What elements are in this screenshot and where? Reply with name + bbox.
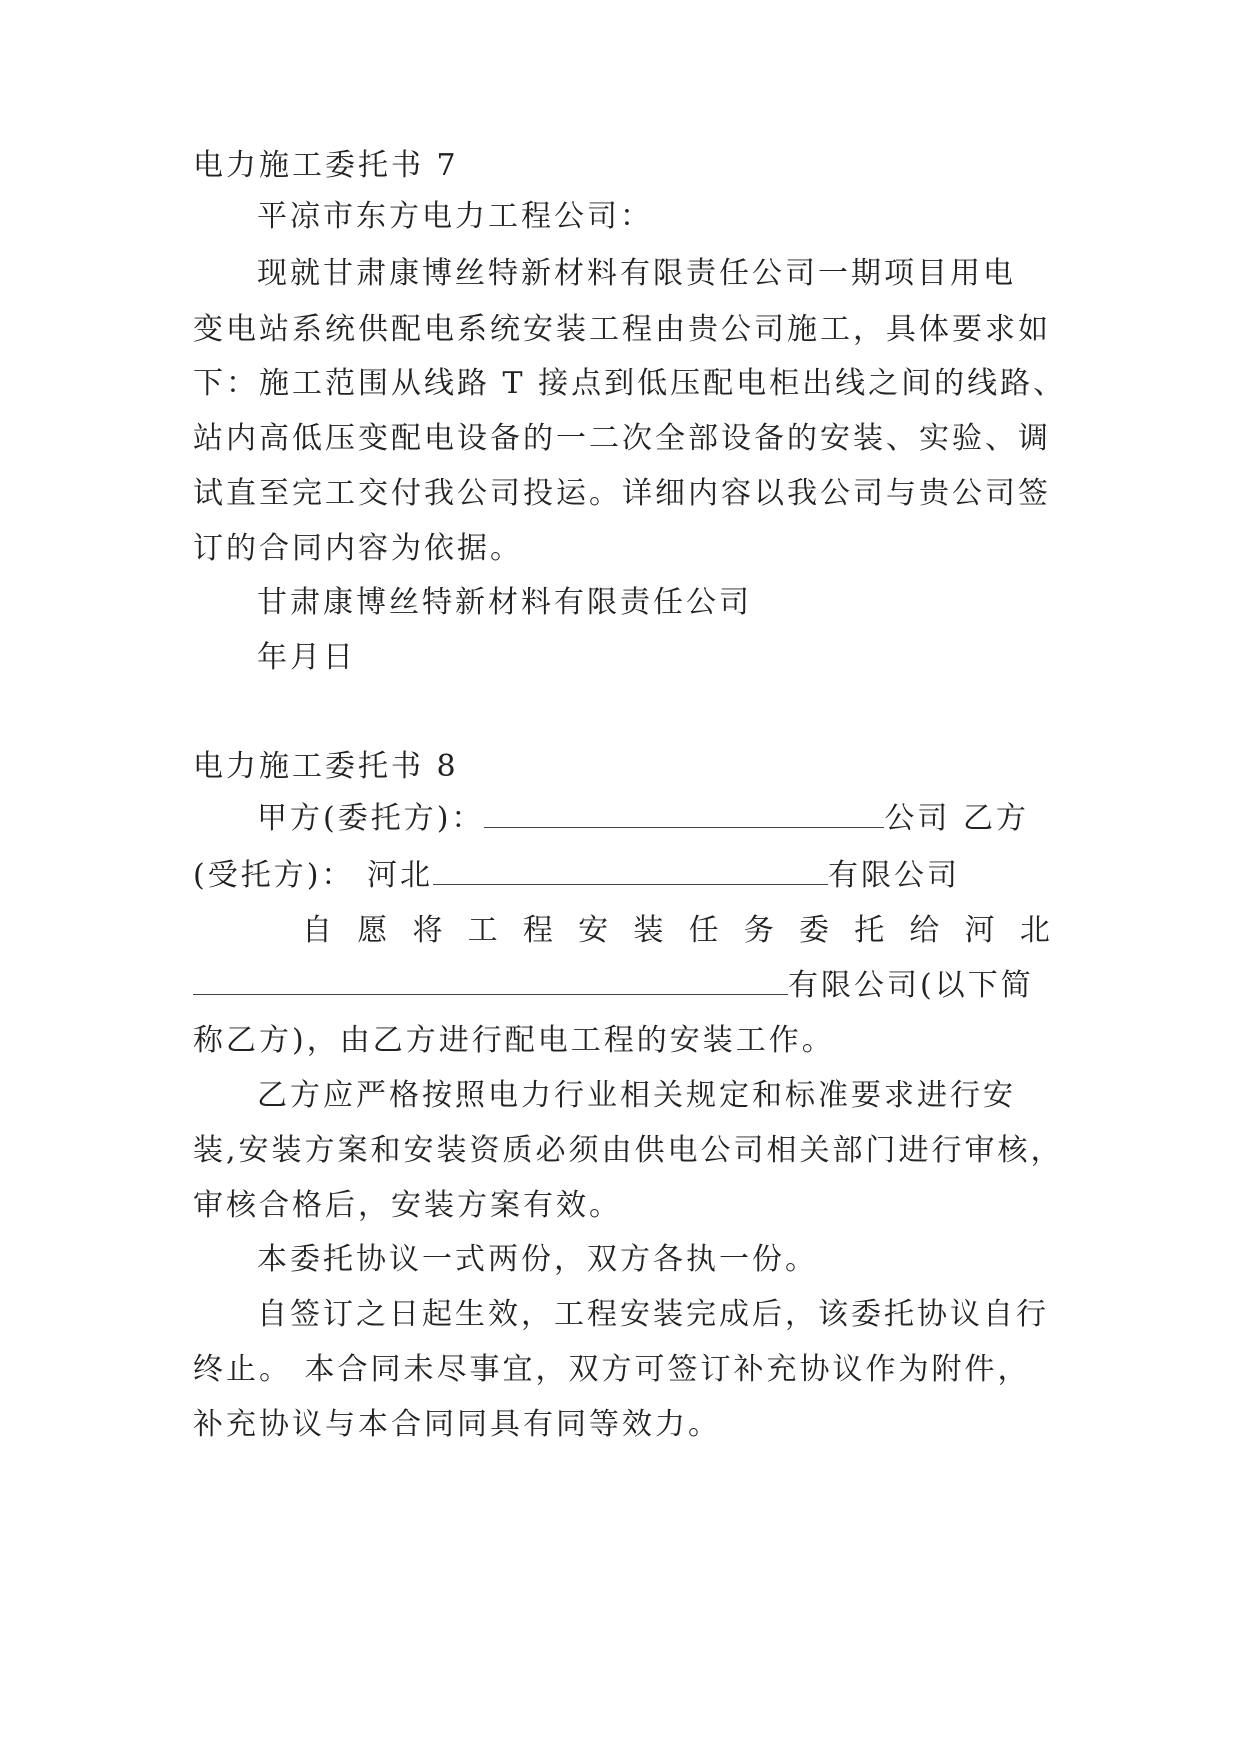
section-7-signer: 甘肃康博丝特新材料有限责任公司 — [257, 585, 752, 620]
party-b-blank — [433, 858, 828, 885]
entrust-suffix: 有限公司(以下简 — [788, 968, 1034, 1003]
para-4-line: 自签订之日起生效，工程安装完成后，该委托协议自行 — [257, 1297, 1049, 1332]
para-3: 本委托协议一式两份，双方各执一份。 — [257, 1242, 818, 1277]
entrust-char: 务 — [743, 913, 774, 948]
entrust-char: 北 — [1019, 913, 1050, 948]
entrust-char: 给 — [909, 913, 940, 948]
entrust-char: 装 — [633, 913, 664, 948]
entrust-char: 委 — [798, 913, 829, 948]
party-a-suffix: 公司 乙方 — [884, 801, 1029, 836]
entrust-blank-line — [193, 966, 1034, 1006]
section-7-addressee: 平凉市东方电力工程公司： — [257, 199, 653, 234]
entrust-char: 工 — [467, 913, 498, 948]
para-2-line: 审核合格后，安装方案有效。 — [193, 1188, 622, 1223]
entrust-char: 自 — [302, 913, 332, 948]
party-b-line — [193, 856, 960, 896]
section-7-body-line: 订的合同内容为依据。 — [193, 531, 523, 566]
para-4-line: 补充协议与本合同同具有同等效力。 — [193, 1407, 721, 1442]
section-7-body-line: 现就甘肃康博丝特新材料有限责任公司一期项目用电 — [257, 256, 1016, 291]
para-4-line: 终止。 本合同未尽事宜，双方可签订补充协议作为附件， — [193, 1352, 1031, 1387]
entrust-end: 称乙方)，由乙方进行配电工程的安装工作。 — [193, 1023, 835, 1058]
para-2-line: 装,安装方案和安装资质必须由供电公司相关部门进行审核， — [193, 1133, 1064, 1168]
section-7-body-line: 试直至完工交付我公司投运。详细内容以我公司与贵公司签 — [193, 476, 1051, 511]
entrust-line — [302, 911, 1050, 951]
entrust-char: 将 — [412, 913, 443, 948]
entrust-char: 托 — [854, 913, 885, 948]
entrust-char: 河 — [964, 913, 995, 948]
party-b-suffix: 有限公司 — [827, 858, 960, 893]
section-7-date: 年月日 — [257, 640, 356, 675]
section-7-body-line: 下：施工范围从线路 T 接点到低压配电柜出线之间的线路、 — [193, 366, 1067, 401]
entrust-char: 愿 — [357, 913, 388, 948]
party-a-label: 甲方(委托方)： — [257, 801, 485, 836]
section-8-title: 电力施工委托书 8 — [193, 749, 459, 784]
para-2-line: 乙方应严格按照电力行业相关规定和标准要求进行安 — [257, 1078, 1016, 1113]
section-7-body-line: 站内高低压变配电设备的一二次全部设备的安装、实验、调 — [193, 421, 1051, 456]
entrust-char: 程 — [522, 913, 553, 948]
entrust-char: 安 — [578, 913, 609, 948]
agent-company-blank — [193, 968, 788, 995]
section-7-title: 电力施工委托书 7 — [193, 148, 459, 183]
party-a-line — [257, 799, 1029, 839]
party-a-blank — [484, 801, 884, 828]
party-b-label: (受托方)： 河北 — [193, 858, 433, 893]
entrust-char: 任 — [688, 913, 719, 948]
section-7-body-line: 变电站系统供配电系统安装工程由贵公司施工，具体要求如 — [193, 312, 1051, 347]
